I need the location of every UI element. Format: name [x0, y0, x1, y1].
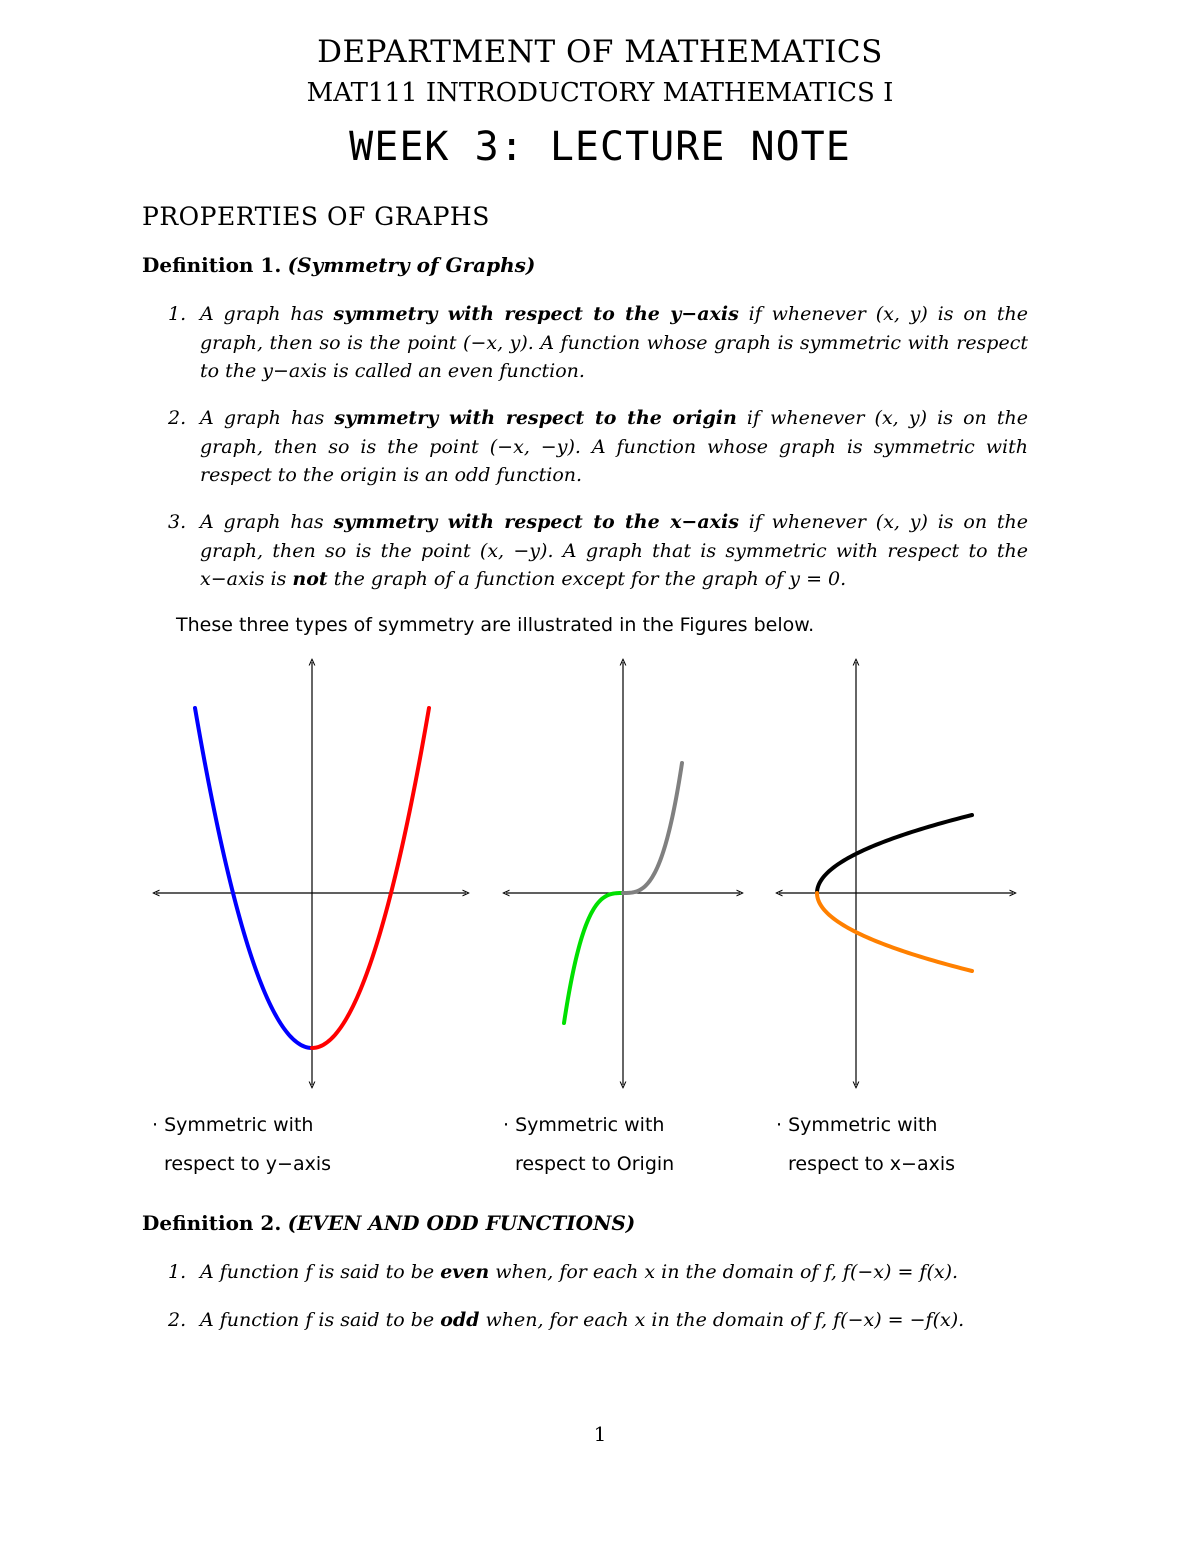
item-text-post: when, for each x in the domain of f, f(−x) = −f(x).: [479, 1309, 965, 1331]
section-title: PROPERTIES OF GRAPHS: [142, 202, 490, 231]
item-text-bold: symmetry with respect to the origin: [334, 407, 737, 429]
caption-line-2: respect to x−axis: [788, 1153, 956, 1175]
page-number: 1: [593, 1422, 607, 1446]
item-text-pre: A function f is said to be: [200, 1261, 441, 1283]
item-text-pre: A function f is said to be: [200, 1309, 441, 1331]
item-text-pre: A graph has: [200, 407, 335, 429]
figure-1-caption: · Symmetric with respect to y−axis: [152, 1106, 331, 1184]
item-text-pre: A graph has: [200, 303, 334, 325]
figure-1-left-branch: [195, 708, 312, 1048]
item-text-bold: symmetry with respect to the x−axis: [333, 511, 739, 533]
item-number: 3.: [168, 511, 187, 533]
item-text-post: if whenever (x, y) is on the graph, then so is the point (−x, −y). A function whose graph is symmetric with respect to the origin is an odd function.: [200, 407, 1028, 486]
caption-line-2: respect to Origin: [515, 1153, 675, 1175]
item-text-bold: symmetry with respect to the y−axis: [333, 303, 739, 325]
item-number: 2.: [168, 407, 187, 429]
item-text-bold: odd: [440, 1309, 480, 1331]
definition-2-item-2: [168, 1306, 1028, 1335]
item-text-bold: even: [440, 1261, 490, 1283]
course-title: MAT111 INTRODUCTORY MATHEMATICS I: [306, 78, 894, 108]
department-title: DEPARTMENT OF MATHEMATICS: [317, 34, 883, 70]
item-text-bold-not: not: [292, 568, 328, 590]
definition-1-title: (Symmetry of Graphs): [287, 253, 536, 277]
figures-intro: These three types of symmetry are illustrated in the Figures below.: [176, 614, 815, 636]
caption-line-2: respect to y−axis: [164, 1153, 332, 1175]
item-text: [200, 1306, 1028, 1335]
definition-2-number: Definition 2.: [142, 1211, 282, 1235]
figure-3-caption: · Symmetric with respect to x−axis: [776, 1106, 955, 1184]
item-text: [200, 1258, 1028, 1287]
item-text-post: when, for each x in the domain of f, f(−x) = f(x).: [489, 1261, 959, 1283]
item-text-post: the graph of a function except for the graph of y = 0.: [327, 568, 847, 590]
definition-1-number: Definition 1.: [142, 253, 282, 277]
figure-2-upper-branch: [623, 763, 682, 893]
definition-2-label: [142, 1211, 635, 1235]
item-number: 1.: [168, 303, 187, 325]
figure-1-right-branch: [312, 708, 429, 1048]
definition-2-title: (EVEN AND ODD FUNCTIONS): [287, 1211, 636, 1235]
definition-2-item-1: [168, 1258, 1028, 1287]
caption-line-1: Symmetric with: [164, 1114, 314, 1136]
item-text-post: if whenever (x, y) is on the graph, then so is the point (−x, y). A function whose graph is symmetric with respect to the y−axis is called an even function.: [200, 303, 1028, 382]
item-text-pre: A graph has: [200, 511, 334, 533]
figure-3-lower-branch: [817, 893, 972, 971]
figure-2-caption: · Symmetric with respect to Origin: [503, 1106, 674, 1184]
item-number: 1.: [168, 1261, 187, 1283]
figure-3-upper-branch: [817, 815, 972, 893]
caption-line-1: Symmetric with: [515, 1114, 665, 1136]
week-title: WEEK 3: LECTURE NOTE: [349, 124, 851, 170]
figure-2-lower-branch: [564, 893, 623, 1023]
item-text-mid: if whenever (x, y) is on the graph, then so is the point (x, −y). A graph that is symmetric with respect to the x−axis is: [200, 511, 1028, 590]
caption-line-1: Symmetric with: [788, 1114, 938, 1136]
item-number: 2.: [168, 1309, 187, 1331]
